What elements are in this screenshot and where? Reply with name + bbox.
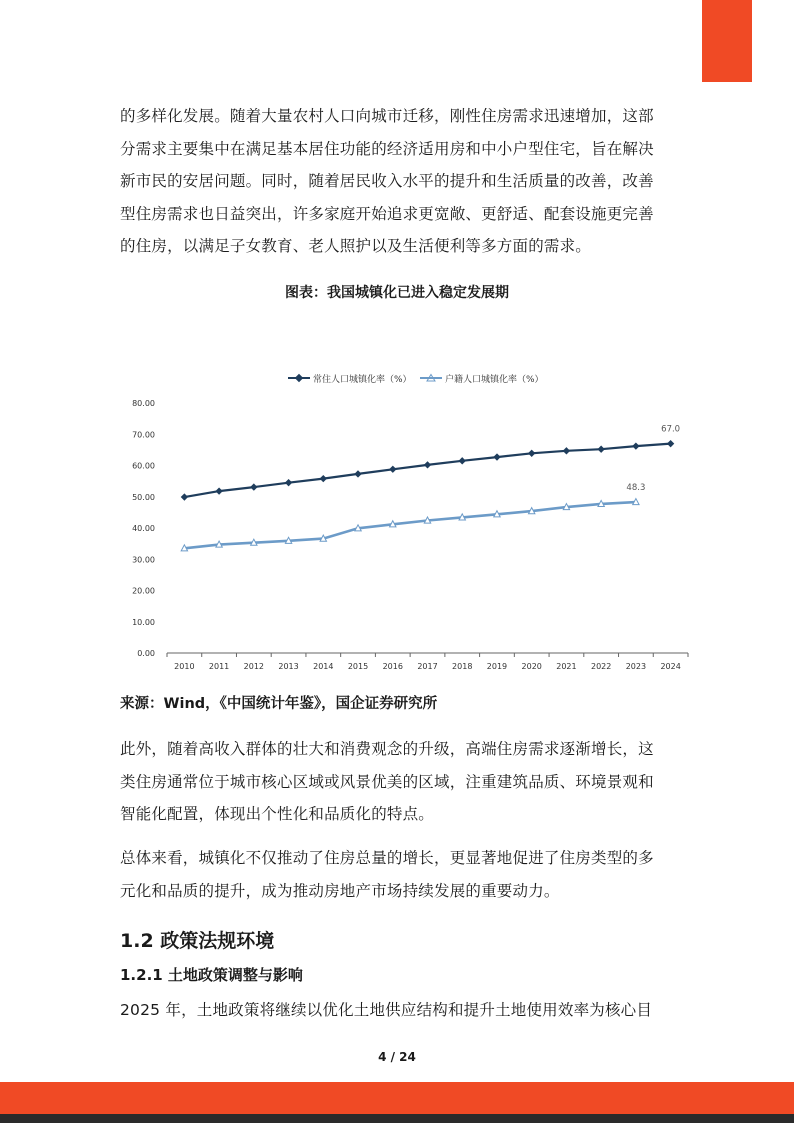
point-marker-resident — [528, 450, 535, 457]
footer-dark-bar — [0, 1114, 794, 1123]
point-marker-resident — [459, 457, 466, 464]
point-marker-resident — [667, 440, 674, 447]
point-marker-resident — [215, 487, 222, 494]
urbanization-line-chart — [120, 360, 700, 680]
y-tick-label: 50.00 — [132, 492, 155, 502]
corner-accent-block — [702, 0, 752, 82]
high-end-line: 此外，随着高收入群体的壮大和消费观念的升级，高端住房需求逐渐增长，这 — [120, 740, 654, 758]
point-marker-resident — [424, 461, 431, 468]
point-marker-resident — [320, 475, 327, 482]
point-marker-resident — [181, 493, 188, 500]
x-tick-label: 2011 — [208, 662, 230, 671]
footer-accent-bar — [0, 1082, 794, 1114]
y-tick-label: 70.00 — [132, 430, 155, 440]
high-end-paragraph — [120, 733, 676, 831]
intro-paragraph — [120, 100, 676, 263]
chart-legend — [288, 373, 544, 385]
y-tick-label: 60.00 — [132, 461, 155, 471]
y-tick-label: 0.00 — [137, 649, 155, 658]
page-number: 4 / 24 — [378, 1050, 416, 1064]
x-tick-label: 2022 — [590, 662, 612, 671]
intro-line: 的住房，以满足子女教育、老人照护以及生活便利等多方面的需求。 — [120, 237, 592, 255]
x-tick-label: 2024 — [660, 662, 681, 671]
x-tick-label: 2018 — [452, 662, 473, 671]
legend-label-registered: 户籍人口城镇化率（%） — [445, 375, 544, 385]
legend-label-resident: 常住人口城镇化率（%） — [313, 375, 412, 385]
x-tick-label: 2016 — [382, 662, 403, 671]
series-line-resident — [184, 444, 670, 498]
point-marker-resident — [597, 446, 604, 453]
summary-paragraph — [120, 842, 676, 907]
point-marker-resident — [354, 470, 361, 477]
summary-line: 总体来看，城镇化不仅推动了住房总量的增长，更显著地促进了住房类型的多 — [120, 849, 654, 867]
x-tick-label: 2019 — [486, 662, 508, 671]
subsection-heading: 1.2.1 土地政策调整与影响 — [120, 966, 303, 984]
intro-line: 分需求主要集中在满足基本居住功能的经济适用房和中小户型住宅，旨在解决 — [120, 139, 654, 158]
data-label-registered: 48.3 — [626, 483, 646, 494]
x-tick-label: 2012 — [243, 662, 265, 671]
high-end-line: 智能化配置，体现出个性化和品质化的特点。 — [120, 805, 435, 823]
point-marker-resident — [563, 447, 570, 454]
section-heading: 1.2 政策法规环境 — [120, 930, 275, 952]
data-label-resident: 67.0 — [661, 424, 681, 435]
intro-line: 型住房需求也日益突出，许多家庭开始追求更宽敞、更舒适、配套设施更完善 — [120, 204, 654, 223]
point-marker-resident — [250, 483, 257, 490]
x-tick-label: 2010 — [174, 662, 195, 671]
y-tick-label: 40.00 — [132, 524, 155, 533]
x-tick-label: 2014 — [313, 662, 334, 671]
summary-line: 元化和品质的提升，成为推动房地产市场持续发展的重要动力。 — [120, 881, 560, 900]
y-tick-label: 80.00 — [132, 399, 155, 408]
x-tick-label: 2023 — [625, 662, 647, 671]
x-tick-label: 2017 — [417, 662, 438, 671]
point-marker-resident — [632, 442, 639, 449]
intro-line: 的多样化发展。随着大量农村人口向城市迁移，刚性住房需求迅速增加，这部 — [120, 107, 654, 125]
y-tick-label: 30.00 — [132, 555, 155, 565]
point-marker-resident — [285, 479, 292, 486]
x-tick-label: 2021 — [556, 662, 577, 671]
x-tick-label: 2020 — [521, 662, 542, 671]
point-marker-resident — [493, 453, 500, 460]
land-policy-line: 2025 年，土地政策将继续以优化土地供应结构和提升土地使用效率为核心目 — [120, 1001, 653, 1019]
point-marker-resident — [389, 466, 396, 473]
x-tick-label: 2015 — [347, 662, 369, 671]
y-tick-label: 20.00 — [132, 586, 155, 596]
land-policy-paragraph — [120, 994, 676, 1027]
legend-marker-resident — [295, 374, 303, 382]
figure-title: 图表：我国城镇化已进入稳定发展期 — [285, 285, 509, 301]
x-tick-label: 2013 — [278, 662, 299, 671]
figure-source: 来源：Wind，《中国统计年鉴》，国企证券研究所 — [120, 696, 438, 712]
y-tick-label: 10.00 — [132, 617, 155, 627]
intro-line: 新市民的安居问题。同时，随着居民收入水平的提升和生活质量的改善，改善 — [120, 172, 654, 190]
high-end-line: 类住房通常位于城市核心区域或风景优美的区域，注重建筑品质、环境景观和 — [120, 772, 654, 791]
